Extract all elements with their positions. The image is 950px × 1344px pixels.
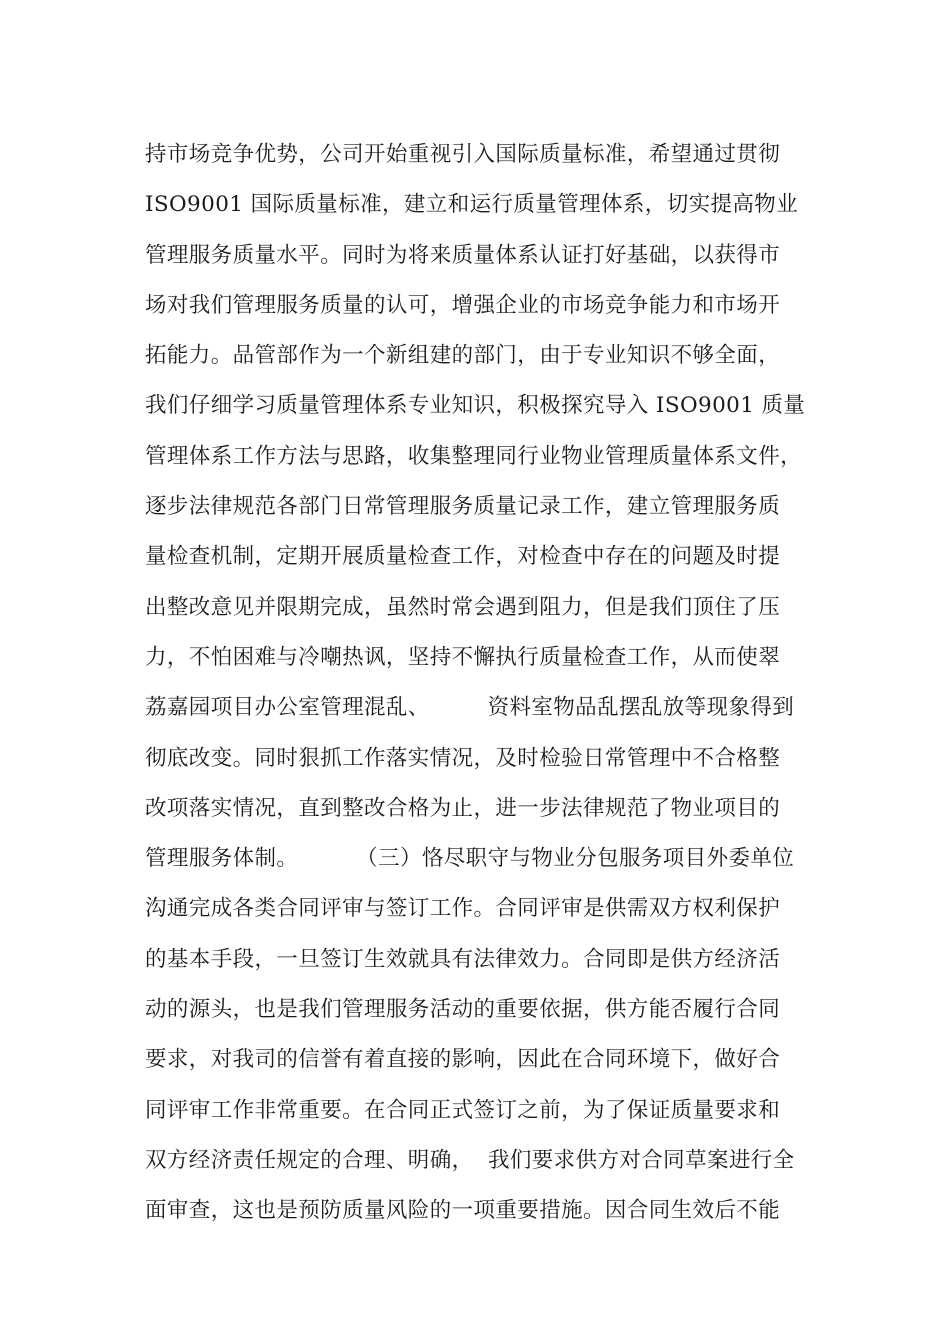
text-line: 场对我们管理服务质量的认可，增强企业的市场竞争能力和市场开	[145, 292, 781, 318]
text-line: 荔嘉园项目办公室管理混乱、 资料室物品乱摆乱放等现象得到	[145, 695, 795, 721]
text-line: 管理服务质量水平。同时为将来质量体系认证打好基础，以获得市	[145, 242, 781, 268]
text-line: 面审查，这也是预防质量风险的一项重要措施。因合同生效后不能	[145, 1198, 781, 1224]
text-line: 持市场竞争优势，公司开始重视引入国际质量标准，希望通过贯彻	[145, 142, 781, 167]
text-line: 要求，对我司的信誉有着直接的影响，因此在合同环境下，做好合	[145, 1047, 781, 1073]
text-line: 同评审工作非常重要。在合同正式签订之前，为了保证质量要求和	[145, 1097, 781, 1123]
text-line: 的基本手段，一旦签订生效就具有法律效力。合同即是供方经济活	[145, 946, 781, 972]
text-line: 出整改意见并限期完成，虽然时常会遇到阻力，但是我们顶住了压	[145, 594, 781, 620]
body-text	[145, 130, 835, 1237]
text-line: 管理服务体制。 （三）恪尽职守与物业分包服务项目外委单位	[145, 846, 795, 872]
text-line: ISO9001 国际质量标准，建立和运行质量管理体系，切实提高物业	[145, 192, 799, 218]
text-line: 逐步法律规范各部门日常管理服务质量记录工作，建立管理服务质	[145, 494, 781, 520]
text-line: 拓能力。品管部作为一个新组建的部门，由于专业知识不够全面，	[145, 343, 781, 369]
text-line: 我们仔细学习质量管理体系专业知识，积极探究导入 ISO9001 质量	[145, 393, 806, 419]
text-line: 力，不怕困难与冷嘲热讽，坚持不懈执行质量检查工作，从而使翠	[145, 644, 781, 670]
text-line: 管理体系工作方法与思路，收集整理同行业物业管理质量体系文件，	[145, 443, 803, 469]
text-line: 沟通完成各类合同评审与签订工作。合同评审是供需双方权利保护	[145, 896, 781, 922]
text-line: 量检查机制，定期开展质量检查工作，对检查中存在的问题及时提	[145, 544, 781, 570]
text-line: 改项落实情况，直到整改合格为止，进一步法律规范了物业项目的	[145, 795, 781, 821]
text-line: 双方经济责任规定的合理、明确， 我们要求供方对合同草案进行全	[145, 1147, 795, 1173]
text-line: 彻底改变。同时狠抓工作落实情况，及时检验日常管理中不合格整	[145, 745, 781, 771]
text-line: 动的源头，也是我们管理服务活动的重要依据，供方能否履行合同	[145, 997, 781, 1023]
